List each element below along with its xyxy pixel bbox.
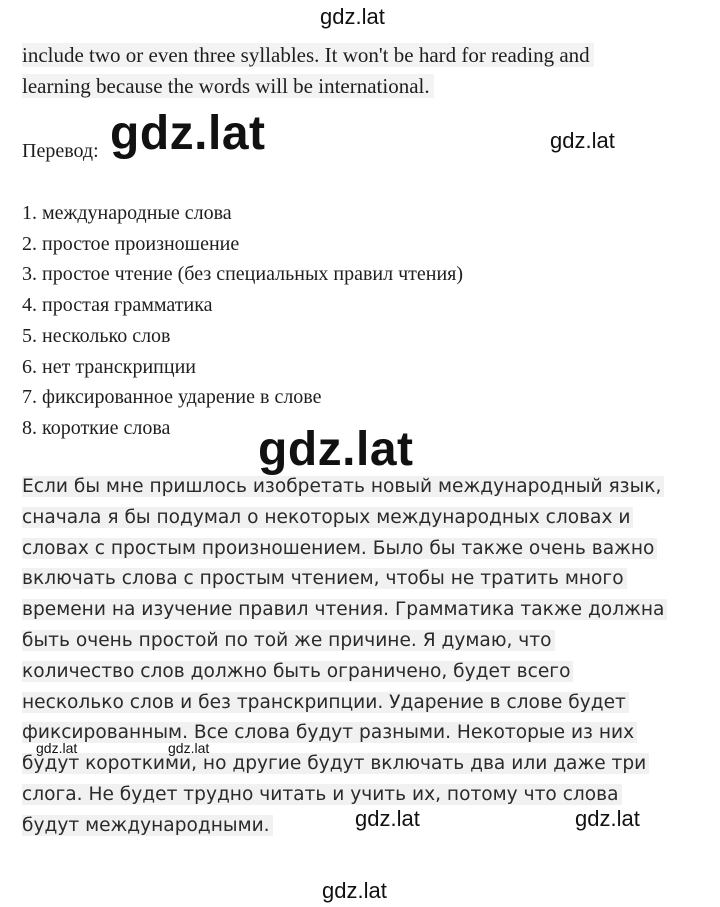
watermark-tiny-1: gdz.lat <box>36 740 78 756</box>
list-item: 3. простое чтение (без специальных правил чтения) <box>22 263 464 286</box>
paragraph-line: будут международными. <box>22 811 702 842</box>
paragraph-line: времени на изучение правил чтения. Грамматика также должна <box>22 595 702 626</box>
paragraph-line: включать слова с простым чтением, чтобы не тратить много <box>22 564 702 595</box>
paragraph-line: количество слов должно быть ограничено, будет всего <box>22 657 702 688</box>
paragraph-line: Если бы мне пришлось изобретать новый международный язык, <box>22 472 702 503</box>
translation-paragraph <box>22 472 702 842</box>
paragraph-line: слога. Не будет трудно читать и учить их, потому что слова <box>22 780 702 811</box>
list-item: 5. несколько слов <box>22 324 171 347</box>
list-item: 1. международные слова <box>22 202 232 224</box>
english-line-1: include two or even three syllables. It won't be hard for reading and <box>22 40 594 70</box>
watermark-bottom-right: gdz.lat <box>575 806 640 831</box>
paragraph-line: будут короткими, но другие будут включать два или даже три <box>22 749 702 780</box>
watermark-footer: gdz.lat <box>322 878 387 903</box>
english-line-2: learning because the words will be international. <box>22 71 434 101</box>
watermark-big-1: gdz.lat <box>110 107 266 160</box>
feature-list <box>22 198 463 444</box>
watermark-big-2: gdz.lat <box>258 423 414 476</box>
translation-label: Перевод: <box>22 140 99 162</box>
watermark-right-1: gdz.lat <box>550 128 615 153</box>
paragraph-line: несколько слов и без транскрипции. Ударение в слове будет <box>22 688 702 719</box>
list-item: 7. фиксированное ударение в слове <box>22 386 322 409</box>
paragraph-line: фиксированным. Все слова будут разными. Некоторые из них <box>22 718 702 749</box>
watermark-tiny-2: gdz.lat <box>168 740 210 756</box>
watermark-bottom-mid: gdz.lat <box>355 806 420 831</box>
paragraph-line: быть очень простой по той же причине. Я думаю, что <box>22 626 702 657</box>
list-item: 6. нет транскрипции <box>22 355 196 378</box>
list-item: 4. простая грамматика <box>22 294 213 317</box>
paragraph-line: сначала я бы подумал о некоторых международных словах и <box>22 503 702 534</box>
list-item: 8. короткие слова <box>22 416 171 439</box>
paragraph-line: словах с простым произношением. Было бы также очень важно <box>22 534 702 565</box>
list-item: 2. простое произношение <box>22 232 240 255</box>
watermark-top: gdz.lat <box>320 4 385 29</box>
